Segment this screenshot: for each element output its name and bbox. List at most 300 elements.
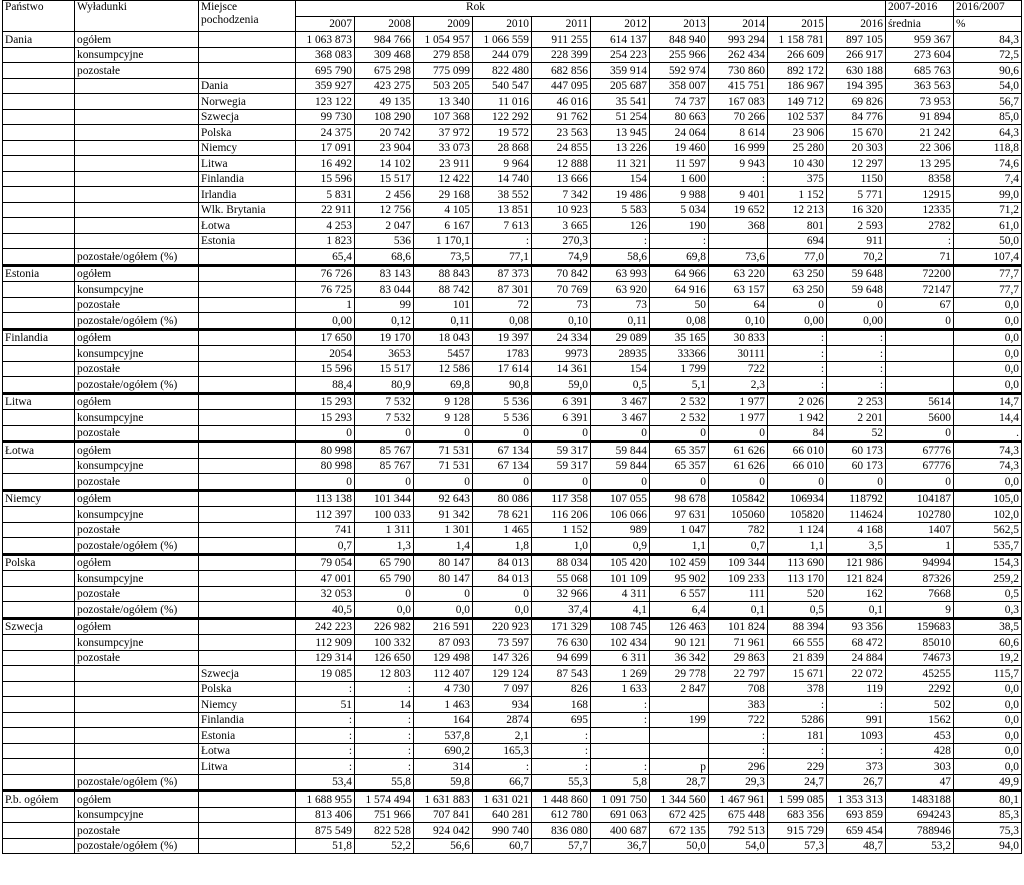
value-cell: 1150 xyxy=(827,171,886,187)
origin-cell xyxy=(199,282,296,298)
landing-type-cell xyxy=(75,109,199,125)
value-cell: 55,8 xyxy=(355,774,414,791)
average-cell: 8358 xyxy=(886,171,954,187)
value-cell: 33 073 xyxy=(414,140,473,156)
value-cell: 244 079 xyxy=(473,47,532,63)
country-cell xyxy=(3,94,75,110)
average-cell: 959 367 xyxy=(886,32,954,48)
average-cell: 102780 xyxy=(886,507,954,523)
table-row xyxy=(3,635,1022,651)
value-cell: 33366 xyxy=(650,346,709,362)
value-cell: 2 026 xyxy=(768,393,827,410)
table-row xyxy=(3,109,1022,125)
origin-cell xyxy=(199,313,296,330)
landing-type-cell: konsumpcyjne xyxy=(75,346,199,362)
origin-cell: Finlandia xyxy=(199,171,296,187)
value-cell: 61 626 xyxy=(709,442,768,459)
value-cell: 59 648 xyxy=(827,265,886,282)
value-cell: 503 205 xyxy=(414,78,473,94)
value-cell: 107 368 xyxy=(414,109,473,125)
value-cell: 11 597 xyxy=(650,156,709,172)
average-cell: 85010 xyxy=(886,635,954,651)
value-cell: 592 974 xyxy=(650,63,709,79)
average-cell: 273 604 xyxy=(886,47,954,63)
value-cell: 69,8 xyxy=(414,377,473,394)
country-cell xyxy=(3,313,75,330)
table-row xyxy=(3,187,1022,203)
country-cell xyxy=(3,425,75,442)
value-cell: 0 xyxy=(355,474,414,491)
value-cell: 80 147 xyxy=(414,571,473,587)
value-cell: 105842 xyxy=(709,490,768,507)
value-cell: 181 xyxy=(768,728,827,744)
value-cell: 65 790 xyxy=(355,554,414,571)
ratio-cell: 0,0 xyxy=(954,346,1022,362)
value-cell: 90,8 xyxy=(473,377,532,394)
value-cell: 690,2 xyxy=(414,743,473,759)
average-cell: 159683 xyxy=(886,618,954,635)
ratio-cell: 49,9 xyxy=(954,774,1022,791)
average-cell: : xyxy=(886,233,954,249)
value-cell: 59 648 xyxy=(827,282,886,298)
landing-type-cell xyxy=(75,156,199,172)
value-cell: 1 463 xyxy=(414,697,473,713)
table-row xyxy=(3,791,1022,808)
value-cell: 0 xyxy=(532,425,591,442)
value-cell: 1 977 xyxy=(709,393,768,410)
value-cell: 3 665 xyxy=(532,218,591,234)
value-cell: 6 311 xyxy=(591,650,650,666)
value-cell: 682 856 xyxy=(532,63,591,79)
value-cell xyxy=(650,697,709,713)
value-cell: 114624 xyxy=(827,507,886,523)
value-cell: 107 055 xyxy=(591,490,650,507)
landing-type-cell: konsumpcyjne xyxy=(75,571,199,587)
landing-type-cell xyxy=(75,743,199,759)
value-cell: 14 xyxy=(355,697,414,713)
landing-type-cell: ogółem xyxy=(75,329,199,346)
value-cell: 118792 xyxy=(827,490,886,507)
landing-type-cell: ogółem xyxy=(75,442,199,459)
value-cell: 1 599 085 xyxy=(768,791,827,808)
origin-cell xyxy=(199,410,296,426)
header-year: 2008 xyxy=(355,16,414,32)
average-cell: 5614 xyxy=(886,393,954,410)
value-cell: 1 467 961 xyxy=(709,791,768,808)
value-cell: 1 344 560 xyxy=(650,791,709,808)
value-cell: : xyxy=(768,743,827,759)
value-cell: 13 666 xyxy=(532,171,591,187)
value-cell: 11 016 xyxy=(473,94,532,110)
average-cell: 0 xyxy=(886,313,954,330)
value-cell: 60,7 xyxy=(473,838,532,854)
value-cell: : xyxy=(768,346,827,362)
value-cell: 9 401 xyxy=(709,187,768,203)
country-cell xyxy=(3,507,75,523)
value-cell: 242 223 xyxy=(296,618,355,635)
table-row xyxy=(3,361,1022,377)
value-cell: 10 923 xyxy=(532,202,591,218)
value-cell: 38 552 xyxy=(473,187,532,203)
value-cell: 9 128 xyxy=(414,393,473,410)
value-cell: 63 920 xyxy=(591,282,650,298)
value-cell: 15 670 xyxy=(827,125,886,141)
origin-cell: Estonia xyxy=(199,728,296,744)
value-cell: 984 766 xyxy=(355,32,414,48)
value-cell: 228 399 xyxy=(532,47,591,63)
origin-cell xyxy=(199,442,296,459)
ratio-cell: 90,6 xyxy=(954,63,1022,79)
value-cell: 87 543 xyxy=(532,666,591,682)
table-row xyxy=(3,759,1022,775)
value-cell: 129 124 xyxy=(473,666,532,682)
country-cell xyxy=(3,759,75,775)
origin-cell: Irlandia xyxy=(199,187,296,203)
value-cell: 722 xyxy=(709,712,768,728)
value-cell: 1 301 xyxy=(414,522,473,538)
value-cell: 12 213 xyxy=(768,202,827,218)
value-cell: 32 053 xyxy=(296,586,355,602)
value-cell: 1 942 xyxy=(768,410,827,426)
value-cell: 3,5 xyxy=(827,538,886,555)
average-cell: 5600 xyxy=(886,410,954,426)
country-cell xyxy=(3,249,75,266)
average-cell: 45255 xyxy=(886,666,954,682)
ratio-cell: 0,0 xyxy=(954,361,1022,377)
table-row xyxy=(3,202,1022,218)
average-cell: 0 xyxy=(886,425,954,442)
landing-type-cell: konsumpcyjne xyxy=(75,410,199,426)
value-cell: 0 xyxy=(827,474,886,491)
table-row xyxy=(3,554,1022,571)
average-cell xyxy=(886,329,954,346)
value-cell: 911 255 xyxy=(532,32,591,48)
value-cell: 0 xyxy=(473,586,532,602)
average-cell: 94994 xyxy=(886,554,954,571)
value-cell: 149 712 xyxy=(768,94,827,110)
average-cell: 67 xyxy=(886,297,954,313)
ratio-cell: 115,7 xyxy=(954,666,1022,682)
value-cell: 5 034 xyxy=(650,202,709,218)
value-cell: : xyxy=(532,728,591,744)
value-cell: 102 434 xyxy=(591,635,650,651)
country-cell xyxy=(3,361,75,377)
value-cell: 640 281 xyxy=(473,807,532,823)
value-cell: 60 173 xyxy=(827,458,886,474)
value-cell: 101 344 xyxy=(355,490,414,507)
origin-cell xyxy=(199,838,296,854)
landing-type-cell: pozostałe/ogółem (%) xyxy=(75,774,199,791)
table-row xyxy=(3,522,1022,538)
country-cell xyxy=(3,522,75,538)
value-cell: 101 824 xyxy=(709,618,768,635)
value-cell: 4 168 xyxy=(827,522,886,538)
value-cell: 2 532 xyxy=(650,410,709,426)
value-cell: 675 298 xyxy=(355,63,414,79)
value-cell: 270,3 xyxy=(532,233,591,249)
value-cell: 49 135 xyxy=(355,94,414,110)
value-cell: 5 536 xyxy=(473,410,532,426)
origin-cell xyxy=(199,393,296,410)
value-cell: 0 xyxy=(532,474,591,491)
average-cell: 21 242 xyxy=(886,125,954,141)
value-cell: 7 532 xyxy=(355,393,414,410)
value-cell: 126 xyxy=(591,218,650,234)
value-cell: 46 016 xyxy=(532,94,591,110)
table-row xyxy=(3,393,1022,410)
value-cell: 707 841 xyxy=(414,807,473,823)
value-cell: 18 043 xyxy=(414,329,473,346)
value-cell: 1,3 xyxy=(355,538,414,555)
origin-cell xyxy=(199,63,296,79)
header-avg-label: średnia xyxy=(886,16,954,32)
value-cell: 80 086 xyxy=(473,490,532,507)
value-cell: 80 663 xyxy=(650,109,709,125)
ratio-cell: 107,4 xyxy=(954,249,1022,266)
value-cell: 65 357 xyxy=(650,442,709,459)
value-cell: 36,7 xyxy=(591,838,650,854)
ratio-cell: 94,0 xyxy=(954,838,1022,854)
ratio-cell: 535,7 xyxy=(954,538,1022,555)
value-cell: 5 583 xyxy=(591,202,650,218)
value-cell: 722 xyxy=(709,361,768,377)
value-cell: 358 007 xyxy=(650,78,709,94)
value-cell: 989 xyxy=(591,522,650,538)
value-cell: 168 xyxy=(532,697,591,713)
value-cell: 6 557 xyxy=(650,586,709,602)
value-cell: 111 xyxy=(709,586,768,602)
value-cell: 614 137 xyxy=(591,32,650,48)
value-cell: 991 xyxy=(827,712,886,728)
value-cell: 108 290 xyxy=(355,109,414,125)
value-cell: 199 xyxy=(650,712,709,728)
value-cell: 28,7 xyxy=(650,774,709,791)
value-cell: 74,9 xyxy=(532,249,591,266)
value-cell: 16 320 xyxy=(827,202,886,218)
value-cell: 66,7 xyxy=(473,774,532,791)
value-cell: 2,1 xyxy=(473,728,532,744)
landing-type-cell: ogółem xyxy=(75,618,199,635)
country-cell xyxy=(3,377,75,394)
value-cell: : xyxy=(355,681,414,697)
header-avg-range: 2007-2016 xyxy=(886,1,954,17)
origin-cell: Łotwa xyxy=(199,743,296,759)
value-cell: 15 517 xyxy=(355,171,414,187)
value-cell: 73 xyxy=(532,297,591,313)
value-cell: 22 797 xyxy=(709,666,768,682)
value-cell: 12 297 xyxy=(827,156,886,172)
value-cell: 924 042 xyxy=(414,823,473,839)
value-cell: 1093 xyxy=(827,728,886,744)
value-cell: 0 xyxy=(296,425,355,442)
value-cell: 112 397 xyxy=(296,507,355,523)
value-cell: 2 201 xyxy=(827,410,886,426)
ratio-cell: 85,3 xyxy=(954,807,1022,823)
origin-cell xyxy=(199,329,296,346)
value-cell: 1 170,1 xyxy=(414,233,473,249)
value-cell: 848 940 xyxy=(650,32,709,48)
value-cell: : xyxy=(355,759,414,775)
value-cell: 15 517 xyxy=(355,361,414,377)
header-year: 2012 xyxy=(591,16,650,32)
table-row xyxy=(3,838,1022,854)
landing-type-cell: pozostałe/ogółem (%) xyxy=(75,313,199,330)
value-cell: 4 311 xyxy=(591,586,650,602)
country-cell xyxy=(3,586,75,602)
header-year: 2009 xyxy=(414,16,473,32)
value-cell: 51,8 xyxy=(296,838,355,854)
ratio-cell: 74,3 xyxy=(954,442,1022,459)
landing-type-cell: ogółem xyxy=(75,554,199,571)
value-cell: 6 391 xyxy=(532,410,591,426)
value-cell: 70,2 xyxy=(827,249,886,266)
value-cell: 90 121 xyxy=(650,635,709,651)
ratio-cell: 99,0 xyxy=(954,187,1022,203)
value-cell: 66 010 xyxy=(768,458,827,474)
value-cell: 123 122 xyxy=(296,94,355,110)
landing-type-cell: pozostałe/ogółem (%) xyxy=(75,602,199,619)
value-cell: 205 687 xyxy=(591,78,650,94)
value-cell: 29 863 xyxy=(709,650,768,666)
value-cell: 59 844 xyxy=(591,458,650,474)
value-cell xyxy=(709,233,768,249)
value-cell: 675 448 xyxy=(709,807,768,823)
value-cell: 309 468 xyxy=(355,47,414,63)
value-cell: 813 406 xyxy=(296,807,355,823)
value-cell: 0,11 xyxy=(591,313,650,330)
ratio-cell: 77,7 xyxy=(954,282,1022,298)
country-cell: Dania xyxy=(3,32,75,48)
value-cell: 106 066 xyxy=(591,507,650,523)
value-cell: 7 613 xyxy=(473,218,532,234)
origin-cell xyxy=(199,361,296,377)
country-cell xyxy=(3,635,75,651)
value-cell: 52,2 xyxy=(355,838,414,854)
value-cell: 423 275 xyxy=(355,78,414,94)
origin-cell: Szwecja xyxy=(199,109,296,125)
average-cell: 2292 xyxy=(886,681,954,697)
ratio-cell: 259,2 xyxy=(954,571,1022,587)
ratio-cell: 85,0 xyxy=(954,109,1022,125)
ratio-cell: 0,0 xyxy=(954,681,1022,697)
value-cell: 0,10 xyxy=(709,313,768,330)
country-cell xyxy=(3,171,75,187)
value-cell: 1 269 xyxy=(591,666,650,682)
value-cell: 85 767 xyxy=(355,458,414,474)
value-cell: 106934 xyxy=(768,490,827,507)
country-cell xyxy=(3,109,75,125)
ratio-cell: 0,0 xyxy=(954,329,1022,346)
ratio-cell: 38,5 xyxy=(954,618,1022,635)
origin-cell xyxy=(199,346,296,362)
average-cell xyxy=(886,377,954,394)
value-cell: 13 851 xyxy=(473,202,532,218)
country-cell xyxy=(3,410,75,426)
value-cell: 126 650 xyxy=(355,650,414,666)
ratio-cell: 0,3 xyxy=(954,602,1022,619)
origin-cell xyxy=(199,474,296,491)
country-cell: Litwa xyxy=(3,393,75,410)
value-cell: 1 066 559 xyxy=(473,32,532,48)
value-cell: 1 353 313 xyxy=(827,791,886,808)
value-cell: 782 xyxy=(709,522,768,538)
value-cell: 9 128 xyxy=(414,410,473,426)
value-cell: 7 097 xyxy=(473,681,532,697)
ratio-cell: . xyxy=(954,425,1022,442)
origin-cell xyxy=(199,618,296,635)
value-cell: 694 xyxy=(768,233,827,249)
value-cell: 84 xyxy=(768,425,827,442)
value-cell: 359 927 xyxy=(296,78,355,94)
value-cell: 375 xyxy=(768,171,827,187)
value-cell: 0 xyxy=(355,586,414,602)
value-cell: : xyxy=(709,171,768,187)
table-row xyxy=(3,618,1022,635)
landing-type-cell: konsumpcyjne xyxy=(75,47,199,63)
value-cell: 84 013 xyxy=(473,554,532,571)
value-cell: 826 xyxy=(532,681,591,697)
country-cell: Niemcy xyxy=(3,490,75,507)
country-cell xyxy=(3,187,75,203)
value-cell: 892 172 xyxy=(768,63,827,79)
value-cell: 171 329 xyxy=(532,618,591,635)
average-cell: 788946 xyxy=(886,823,954,839)
origin-cell xyxy=(199,635,296,651)
value-cell: 37 972 xyxy=(414,125,473,141)
ratio-cell: 64,3 xyxy=(954,125,1022,141)
header-wyladunki: Wyładunki xyxy=(75,1,199,32)
value-cell: 70 769 xyxy=(532,282,591,298)
table-row xyxy=(3,329,1022,346)
value-cell: 822 480 xyxy=(473,63,532,79)
value-cell: 186 967 xyxy=(768,78,827,94)
value-cell: 116 206 xyxy=(532,507,591,523)
header-year: 2013 xyxy=(650,16,709,32)
landing-type-cell: pozostałe xyxy=(75,474,199,491)
country-cell xyxy=(3,681,75,697)
origin-cell: Litwa xyxy=(199,156,296,172)
value-cell: 24 375 xyxy=(296,125,355,141)
value-cell: 993 294 xyxy=(709,32,768,48)
value-cell: 1 152 xyxy=(768,187,827,203)
average-cell: 13 295 xyxy=(886,156,954,172)
average-cell: 73 953 xyxy=(886,94,954,110)
average-cell: 72147 xyxy=(886,282,954,298)
value-cell: 0,00 xyxy=(827,313,886,330)
value-cell: 69,8 xyxy=(650,249,709,266)
value-cell: : xyxy=(355,712,414,728)
table-row xyxy=(3,743,1022,759)
header-year: 2011 xyxy=(532,16,591,32)
origin-cell xyxy=(199,807,296,823)
value-cell: 24,7 xyxy=(768,774,827,791)
landing-type-cell xyxy=(75,171,199,187)
origin-cell xyxy=(199,823,296,839)
value-cell: 0,0 xyxy=(414,602,473,619)
table-row xyxy=(3,774,1022,791)
value-cell: 162 xyxy=(827,586,886,602)
value-cell: 109 344 xyxy=(709,554,768,571)
table-row xyxy=(3,571,1022,587)
table-row xyxy=(3,490,1022,507)
value-cell: 0 xyxy=(591,425,650,442)
value-cell: 88 843 xyxy=(414,265,473,282)
country-cell: Łotwa xyxy=(3,442,75,459)
value-cell: 47 001 xyxy=(296,571,355,587)
value-cell: 0 xyxy=(650,474,709,491)
country-cell xyxy=(3,823,75,839)
origin-cell xyxy=(199,650,296,666)
